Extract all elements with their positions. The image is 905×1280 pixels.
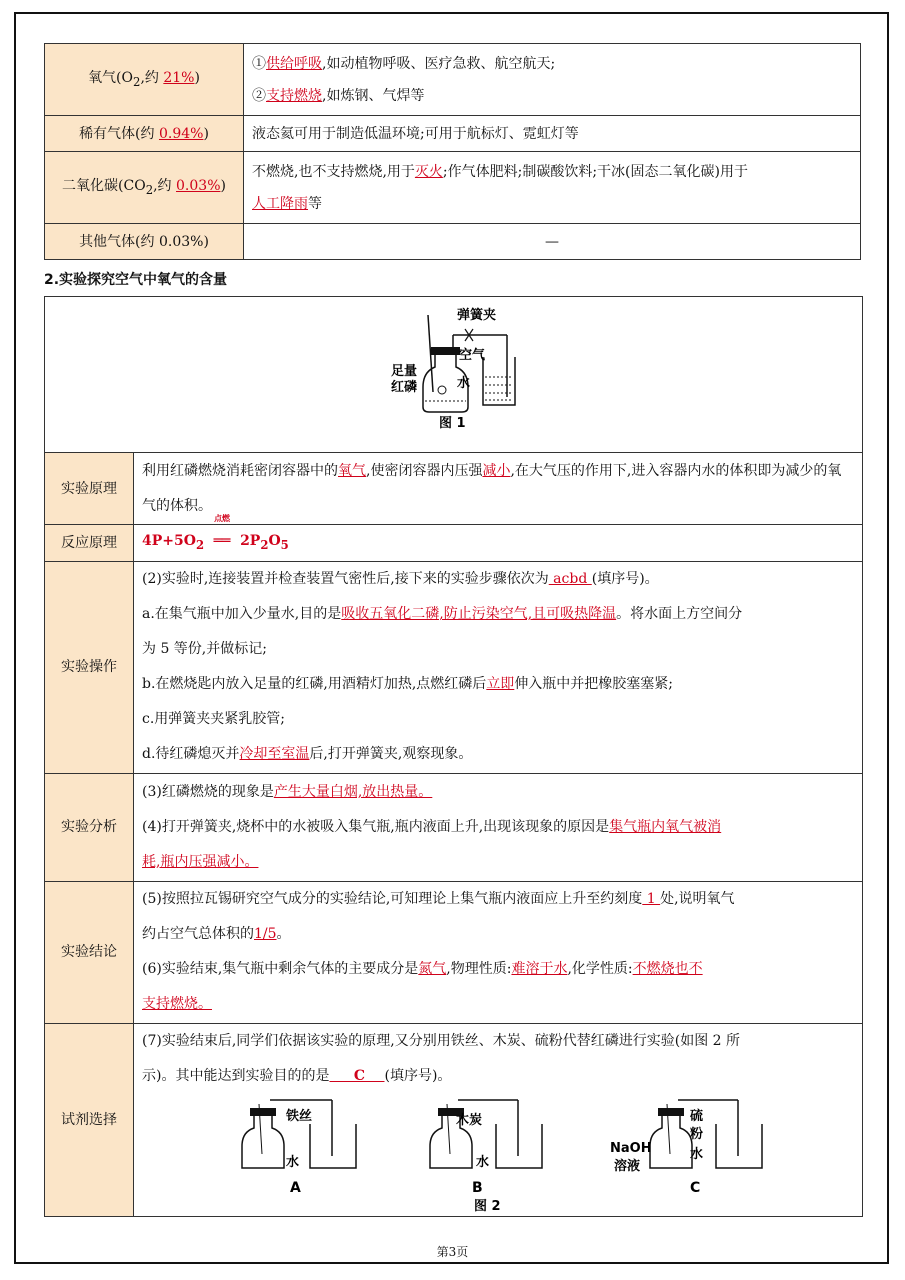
reagent-cell: (7)实验结束后,同学们依据该实验的原理,又分别用铁丝、木炭、硫粉代替红磷进行实验(如图 2 所 示)。其中能达到实验目的的是 C (填序号)。 铁丝 水 A 木炭 水 B 硫 粉 水 NaOH 溶液 C 图 2 <box>134 1023 863 1216</box>
operation-label: 实验操作 <box>45 561 134 773</box>
principle-text: 利用红磷燃烧消耗密闭容器中的氧气,使密闭容器内压强减小,在大气压的作用下,进入容器内水的体积即为减少的氧气的体积。 <box>134 453 863 525</box>
other-gas-uses: — <box>244 224 861 260</box>
label-a: A <box>290 1179 301 1196</box>
operation-text: (2)实验时,连接装置并检查装置气密性后,接下来的实验步骤依次为 acbd (填序号)。 a.在集气瓶中加入少量水,目的是吸收五氧化二磷,防止污染空气,且可吸热降温。将水面上方空间分 为 5 等份,并做标记; b.在燃烧匙内放入足量的红磷,用酒精灯加热,点燃红磷后立即伸入瓶中并把橡胶塞塞紧; c.用弹簧夹夹紧乳胶管; d.待红磷熄灭并冷却至室温后,打开弹簧夹,观察现象。 <box>134 561 863 773</box>
air-components-table <box>44 43 861 260</box>
reaction-equation: $4P+5O_2$ 点燃 ══ $2P_2O_5$ <box>134 525 863 562</box>
figure-1-caption: 图 1 <box>439 416 466 431</box>
oxygen-uses: ①供给呼吸,如动植物呼吸、医疗急救、航空航天; ②支持燃烧,如炼钢、气焊等 <box>244 44 861 116</box>
label-clip: 弹簧夹 <box>457 308 497 323</box>
label-red-p-2: 红磷 <box>391 380 418 395</box>
figure-2-caption: 图 2 <box>474 1198 501 1214</box>
experiment-table <box>44 296 863 1217</box>
analysis-label: 实验分析 <box>45 773 134 881</box>
label-c-item-2: 粉 <box>690 1126 704 1142</box>
principle-label: 实验原理 <box>45 453 134 525</box>
co2-uses: 不燃烧,也不支持燃烧,用于灭火;作气体肥料;制碳酸饮料;干冰(固态二氧化碳)用于 人工降雨等 <box>244 152 861 224</box>
reagent-label: 试剂选择 <box>45 1023 134 1216</box>
label-water: 水 <box>457 376 471 391</box>
label-c-item-1: 硫 <box>690 1108 704 1124</box>
label-red-p-1: 足量 <box>391 364 418 379</box>
noble-gas-label: 稀有气体(约 0.94%) <box>45 116 244 152</box>
label-c-water: 水 <box>690 1146 704 1162</box>
label-b-item: 木炭 <box>456 1112 483 1128</box>
apparatus-diagram <box>45 297 862 440</box>
label-c-sol-2: 溶液 <box>614 1158 641 1174</box>
apparatus-b <box>430 1100 542 1196</box>
label-a-item: 铁丝 <box>286 1108 313 1124</box>
conclusion-label: 实验结论 <box>45 881 134 1023</box>
label-b: B <box>472 1179 483 1196</box>
label-c-sol-1: NaOH <box>610 1140 652 1156</box>
figure-1 <box>45 297 863 453</box>
page-number: 第3页 <box>436 1245 469 1259</box>
label-c: C <box>690 1179 701 1196</box>
figure-2-diagram <box>134 1094 854 1216</box>
apparatus-a <box>242 1100 356 1196</box>
label-b-water: 水 <box>476 1154 490 1170</box>
analysis-text: (3)红磷燃烧的现象是产生大量白烟,放出热量。 (4)打开弹簧夹,烧杯中的水被吸入集气瓶,瓶内液面上升,出现该现象的原因是集气瓶内氧气被消 耗,瓶内压强减小。 <box>134 773 863 881</box>
apparatus-c <box>610 1100 762 1196</box>
conclusion-text: (5)按照拉瓦锡研究空气成分的实验结论,可知理论上集气瓶内液面应上升至约刻度 1 处,说明氧气 约占空气总体积的1/5。 (6)实验结束,集气瓶中剩余气体的主要成分是氮气,物理性质:难溶于水,化学性质:不燃烧也不 支持燃烧。 <box>134 881 863 1023</box>
label-air: 空气 <box>459 348 486 363</box>
section-title: 2.实验探究空气中氧气的含量 <box>44 272 228 288</box>
figure-2 <box>134 1094 862 1216</box>
co2-label: 二氧化碳($CO_2$,约 0.03%) <box>45 152 244 224</box>
noble-gas-uses: 液态氦可用于制造低温环境;可用于航标灯、霓虹灯等 <box>244 116 861 152</box>
label-a-water: 水 <box>286 1154 300 1170</box>
reaction-label: 反应原理 <box>45 525 134 562</box>
other-gas-label: 其他气体(约 0.03%) <box>45 224 244 260</box>
oxygen-label: 氧气($O_2$,约 21%) <box>45 44 244 116</box>
